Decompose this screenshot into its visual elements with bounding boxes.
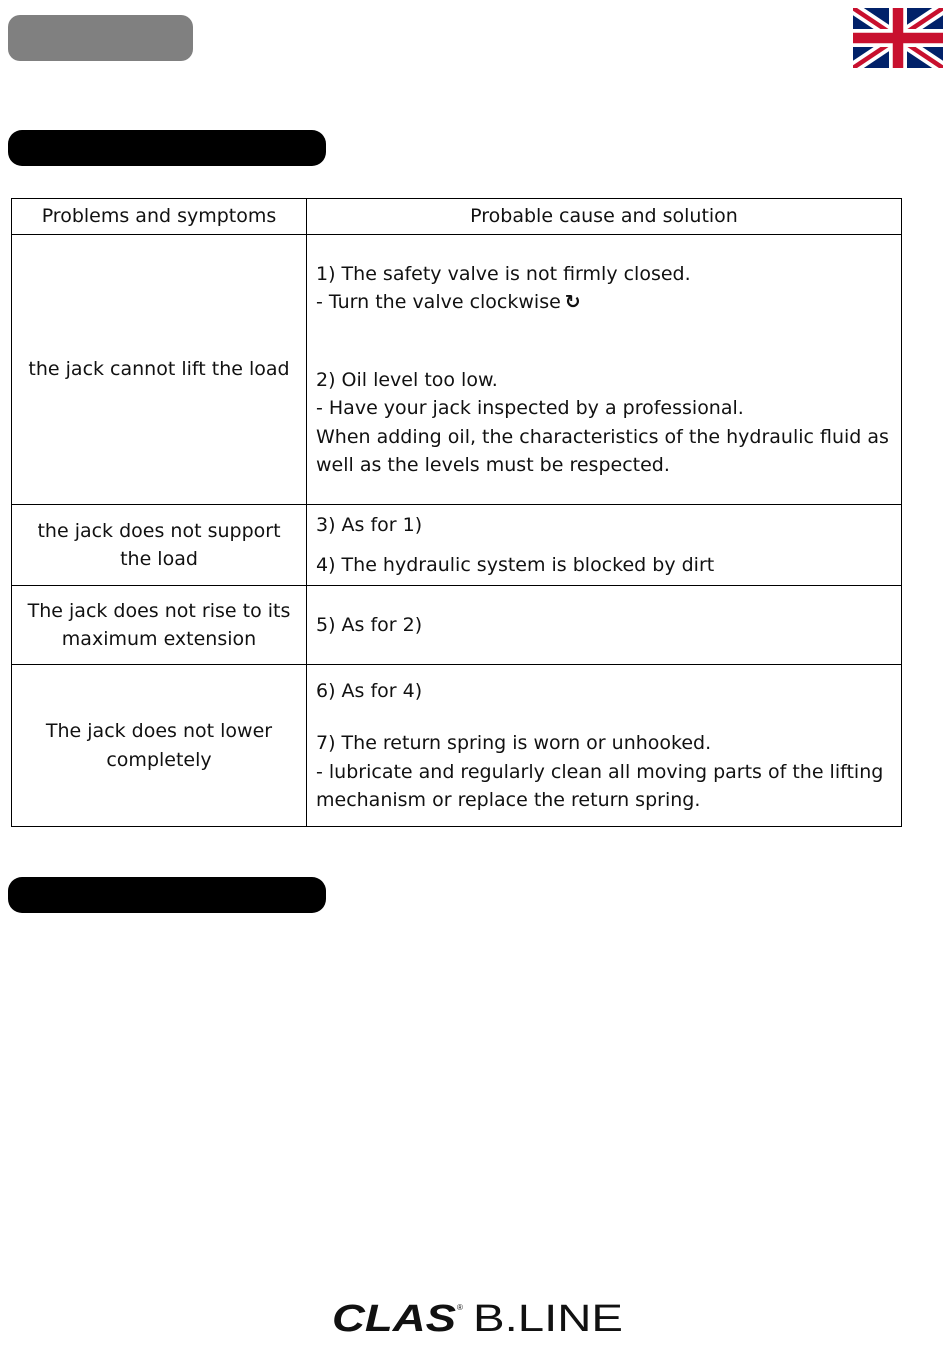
cause-cell <box>307 586 902 665</box>
troubleshooting-table <box>11 198 902 827</box>
header-tab-grey <box>8 15 193 61</box>
table-row <box>12 586 902 665</box>
cause-line: - lubricate and regularly clean all moving parts of the lifting mechanism or replace the return spring. <box>316 760 884 811</box>
cause-line: - Turn the valve clockwise <box>316 291 561 313</box>
cause-line: 3) As for 1) <box>316 513 423 536</box>
symptom-text: the jack cannot lift the load <box>28 358 290 381</box>
cause-line: When adding oil, the characteristics of the hydraulic fluid as well as the levels must be respected. <box>316 425 889 476</box>
clas-bline-logo <box>330 1298 625 1338</box>
cause-line-with-icon <box>316 288 892 317</box>
section-heading-bar <box>8 877 326 913</box>
cause-cell <box>307 505 902 586</box>
symptom-text: The jack does not lower completely <box>45 720 273 771</box>
svg-text:®: ® <box>457 1303 463 1312</box>
table-row <box>12 505 902 586</box>
cause-line: - Have your jack inspected by a professional. <box>316 397 744 419</box>
symptom-cell <box>12 235 307 505</box>
svg-text:CLAS: CLAS <box>332 1298 456 1338</box>
symptom-cell <box>12 505 307 586</box>
uk-flag-icon <box>853 8 943 68</box>
cause-line: 6) As for 4) <box>316 679 423 702</box>
cause-cell <box>307 665 902 827</box>
cause-line: 7) The return spring is worn or unhooked. <box>316 732 712 754</box>
symptom-text: the jack does not support the load <box>37 519 281 570</box>
svg-text:B.LINE: B.LINE <box>473 1298 623 1338</box>
cause-line: 1) The safety valve is not firmly closed. <box>316 262 691 285</box>
cause-line: 4) The hydraulic system is blocked by dirt <box>316 554 715 576</box>
symptom-cell <box>12 586 307 665</box>
cause-line: 2) Oil level too low. <box>316 368 498 391</box>
symptom-text: The jack does not rise to its maximum extension <box>27 599 291 650</box>
table-header-row <box>12 199 902 235</box>
header-cause-solution: Probable cause and solution <box>307 199 902 235</box>
table-row <box>12 665 902 827</box>
cause-cell <box>307 235 902 505</box>
header-problems: Problems and symptoms <box>12 199 307 235</box>
clockwise-icon: ↻ <box>564 291 581 313</box>
cause-line: 5) As for 2) <box>316 613 423 636</box>
section-heading-bar <box>8 130 326 166</box>
symptom-cell <box>12 665 307 827</box>
table-row <box>12 235 902 505</box>
